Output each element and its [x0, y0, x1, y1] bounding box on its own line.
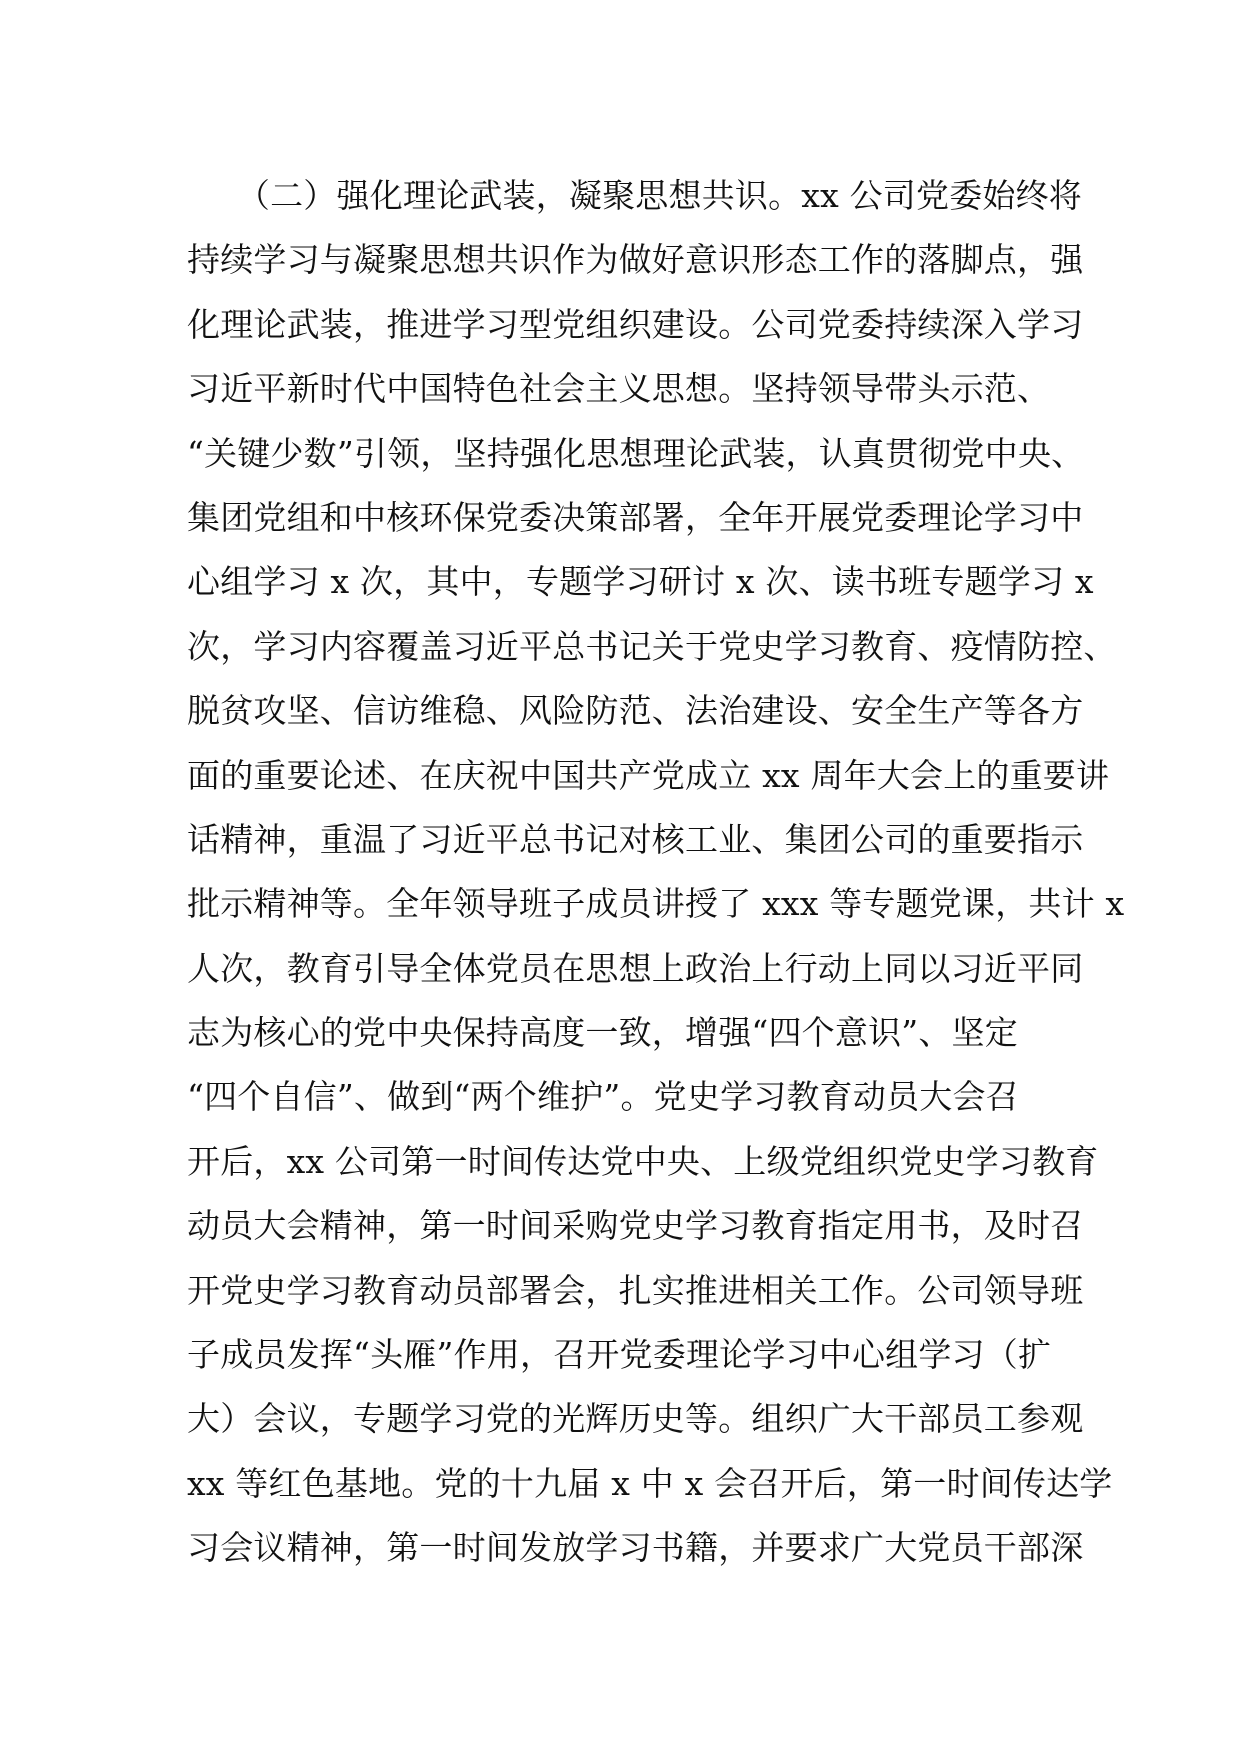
text-line: 大）会议，专题学习党的光辉历史等。组织广大干部员工参观: [187, 1399, 1084, 1439]
text-line: 人次，教育引导全体党员在思想上政治上行动上同以习近平同: [187, 948, 1084, 988]
text-line: 开党史学习教育动员部署会，扎实推进相关工作。公司领导班: [187, 1270, 1084, 1310]
text-line: “四个自信”、做到“两个维护”。党史学习教育动员大会召: [187, 1077, 1019, 1117]
text-line: 次，学习内容覆盖习近平总书记关于党史学习教育、疫情防控、: [187, 626, 1117, 666]
text-line: 动员大会精神，第一时间采购党史学习教育指定用书，及时召: [187, 1206, 1084, 1246]
text-line: 心组学习 x 次，其中，专题学习研讨 x 次、读书班专题学习 x: [187, 562, 1094, 602]
text-line: 习近平新时代中国特色社会主义思想。坚持领导带头示范、: [187, 369, 1051, 409]
text-line: “关键少数”引领，坚持强化思想理论武装，认真贯彻党中央、: [187, 433, 1085, 473]
text-line: 志为核心的党中央保持高度一致，增强“四个意识”、坚定: [187, 1013, 1018, 1053]
text-line: 开后，xx 公司第一时间传达党中央、上级党组织党史学习教育: [187, 1141, 1099, 1181]
text-line: xx 等红色基地。党的十九届 x 中 x 会召开后，第一时间传达学: [187, 1463, 1113, 1503]
text-line: 持续学习与凝聚思想共识作为做好意识形态工作的落脚点，强: [187, 240, 1084, 280]
text-line: 习会议精神，第一时间发放学习书籍，并要求广大党员干部深: [187, 1528, 1084, 1568]
body-paragraph: [187, 164, 1125, 1581]
text-line: 集团党组和中核环保党委决策部署，全年开展党委理论学习中: [187, 497, 1084, 537]
text-line: （二）强化理论武装，凝聚思想共识。xx 公司党委始终将: [187, 176, 1083, 215]
text-line: 面的重要论述、在庆祝中国共产党成立 xx 周年大会上的重要讲: [187, 755, 1110, 795]
text-line: 脱贫攻坚、信访维稳、风险防范、法治建设、安全生产等各方: [187, 691, 1084, 731]
text-line: 化理论武装，推进学习型党组织建设。公司党委持续深入学习: [187, 304, 1084, 344]
text-line: 话精神，重温了习近平总书记对核工业、集团公司的重要指示: [187, 819, 1084, 859]
text-line: 子成员发挥“头雁”作用，召开党委理论学习中心组学习（扩: [187, 1335, 1052, 1375]
text-line: 批示精神等。全年领导班子成员讲授了 xxx 等专题党课，共计 x: [187, 884, 1125, 924]
